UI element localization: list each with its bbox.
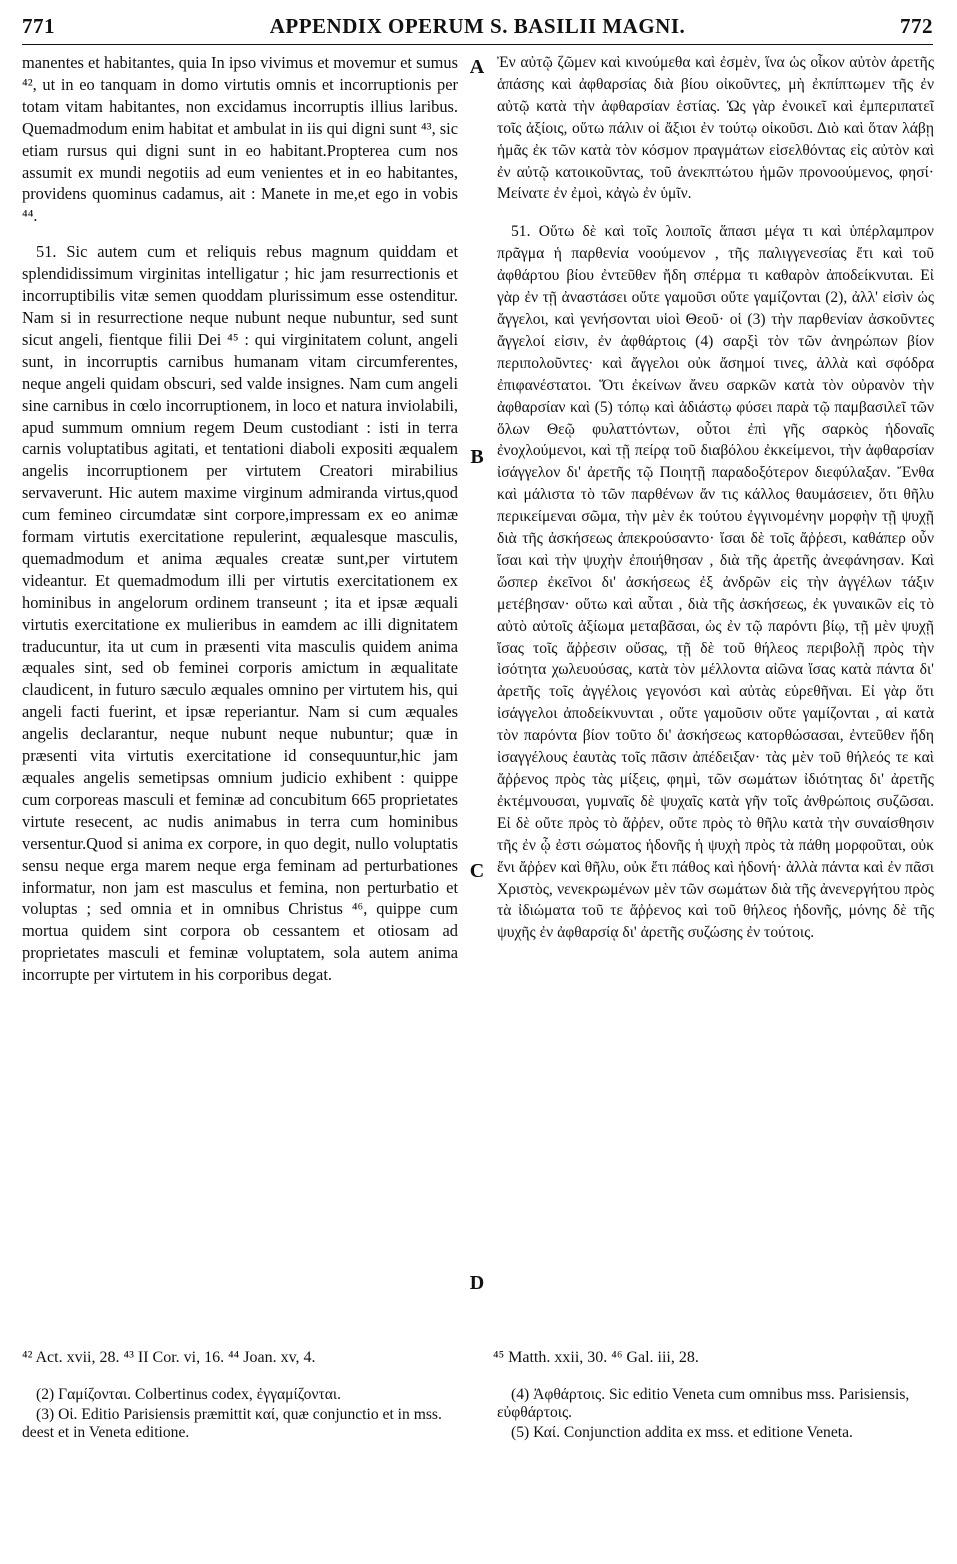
scripture-references [22,1349,933,1367]
latin-column [22,52,458,986]
note-5: (5) Καί. Conjunction addita ex mss. et editione Veneta. [511,1424,853,1441]
margin-marker-a: A [469,56,485,78]
page-number-right: 772 [900,14,933,38]
running-head [22,14,933,45]
latin-paragraph-2: 51. Sic autem cum et reliquis rebus magnum quiddam et splendidissimum virginitas intelligatur ; hic jam resurrectionis et incorruptibilis vitæ semen quoddam plurissimum esse ostenditur. Nam si in resurrectione neque nubunt neque nubuntur, sed sunt sicut angeli, fientque filii Dei ⁴⁵ : qui virginitatem colunt, angeli sunt, in incorruptis carnibus humanam vitam circumferentes, neque angeli quidam obscuri, sed valde insignes. Nam cum angeli sine carnibus in cœlo incorruptionem, in loco et natura inviolabili, apud summum omnium regem Deum custodiant : isti in terra carnis voluptatibus agitati, et tentationi diaboli expositi æqualem angelis incorruptionem per virtutem Creatori mirabilius servaverunt. Hic autem maxime virginum admiranda virtus,quod cum femineo circumdatæ sint corpore,impressam ex eo animæ formam virtutis exercitatione repulerint, æqualesque masculis, quemadmodum et anima æquales creatæ sunt,per virtutem videantur. Et quemadmodum illi per virtutis exercitationem ex hominibus in angelorum ordinem transeunt ; ita et ipsæ æquali virtutis exercitatione ex mulieribus in eamdem ac illi dignitatem traducuntur, ita ut cum in præsenti vita masculis quidem anima æquales sint, sed ob feminei corporis amictum in æqualitate claudicent, in futuro sæculo æquales omnino per virtutem his, qui angeli facti fuerint, et ipsæ reperiantur. Nam si cum æquales angelis declarantur, neque nubunt neque nubuntur; quæ in præsenti vita virtutis exercitatione id consequuntur,hic jam æquales angelis semetipsas omnium judicio exhibent : quippe cum corporeas masculi et feminæ ad concubitum 665 proprietates virtute resecent, ac nudis animabus in terra cum hominibus versentur.Quod si anima ex corpore, in quo degit, nullo voluptatis sensu neque erga marem neque erga feminam ad perturbationes informatur, non jam est masculus et femina, non perturbatio et voluptas ; sed omnia et in omnibus Christus ⁴⁶, quippe cum mortua quidem sint corpora ob cessantem et otiosam ad proprietates masculi et feminæ voluptatem, sola autem anima incorrupte per virtutem in his corporibus degat. [22,242,458,985]
page-title: APPENDIX OPERUM S. BASILII MAGNI. [269,14,686,38]
critical-notes-left [22,1386,462,1444]
note-4: (4) Ἀφθάρτοις. Sic editio Veneta cum omnibus mss. Parisiensis, εὐφθάρτοις. [497,1386,910,1421]
note-2: (2) Γαμίζονται. Colbertinus codex, ἐγγαμίζονται. [36,1386,341,1403]
margin-marker-d: D [469,1272,485,1294]
page-number-left: 771 [22,14,55,38]
greek-paragraph-1: Ἐν αὐτῷ ζῶμεν καὶ κινούμεθα καὶ ἐσμὲν, ἵνα ὡς οἶκον αὐτὸν ἀρετῆς ἁπάσης καὶ ἀφθαρσίας διὰ βίου οἰκοῦντες, μὴ ἐκπίπτωμεν τῆς ἐν αὐτῷ κατὰ τὴν ἀφθαρσίαν ἑστίας. Ὡς γὰρ ἐνοικεῖ καὶ ἐμπεριπατεῖ τοῖς ἀξίοις, οὕτω πάλιν οἱ ἄξιοι ἐν τούτῳ οἰκοῦσι. Διὸ καὶ ὅταν λάβῃ ἡμᾶς ἐκ τῶν κατὰ τὸν κόσμον πραγμάτων εἰσελθόντας εἰς αὐτὸν καὶ ἐν αὐτῷ κατοικοῦντας, τοῦ ἀνεκπτώτου ἡμῶν προνοούμενος, φησί· Μείνατε ἐν ἐμοὶ, κἀγὼ ἐν ὑμῖν. [497,54,934,203]
scripture-references-left: ⁴² Act. xvii, 28. ⁴³ II Cor. vi, 16. ⁴⁴ Joan. xv, 4. [22,1349,316,1366]
greek-paragraph-2: 51. Οὕτω δὲ καὶ τοῖς λοιποῖς ἅπασι μέγα τι καὶ ὑπέρλαμπρον πρᾶγμα ἡ παρθενία νοούμενον , τῆς παλιγγενεσίας ἔτι καὶ τοῦ ἀφθάρτου βίου ἐντεῦθεν ἤδη σπέρμα τι καθαρὸν ἀποδείκνυται. Εἰ γὰρ ἐν τῇ ἀναστάσει οὔτε γαμοῦσι οὔτε γαμίζονται (2), ἀλλ' εἰσὶν ὡς ἄγγελοι, καὶ γενήσονται υἱοὶ Θεοῦ· οἱ (3) τὴν παρθενίαν ἀσκοῦντες ἄγγελοί εἰσιν, ἐν ἀφθάρτοις (4) σαρξὶ τὸν τῶν ἀνηρώπων βίον περιπολοῦντες· καὶ ἄγγελοι οὐκ ἄσημοί τινες, ἀλλὰ καὶ σφόδρα ἐπιφανέστατοι. Ὅτι ἐκείνων ἄνευ σαρκῶν κατὰ τὸν οὐρανὸν τὴν ἀφθαρσίαν καὶ (5) τόπῳ καὶ ἀδιάστῳ φύσει παρὰ τῷ παμβασιλεῖ τῶν ὅλων Θεῷ φυλαττόντων, οὗτοι ἐπὶ γῆς σαρκὸς ἡδοναῖς ἐνοχλούμενοι, καὶ τῇ πείρᾳ τοῦ διαβόλου ἐκκείμενοι, τὴν ἀφθαρσίαν ἰσάγγελον δι' ἀρετῆς τῷ Ποιητῇ παραδοξότερον διεφύλαξαν. Ἔνθα καὶ μάλιστα τὸ τῶν παρθένων ἄν τις κάλλος θαυμάσειεν, ὅτι θῆλυ περικείμεναι σῶμα, τὴν μὲν ἐκ τούτου ἐγγινομένην μορφὴν τῇ ψυχῇ διὰ τῆς ἀσκήσεως ἀπεκρούσαντο· ἴσαι δὲ τοῖς ἄῤῥεσι, καθάπερ οὖν ἴσαι καὶ τὴν ψυχὴν ἐποιήθησαν , διὰ τῆς ἀρετῆς ἀνεφάνησαν. Καὶ ὥσπερ ἐκεῖνοι δι' ἀσκήσεως ἐξ ἀνδρῶν εἰς τὴν ἀγγέλων τάξιν μετέβησαν· οὕτω καὶ αὗται , διὰ τῆς ἀσκήσεως, ἐκ γυναικῶν εἰς τὸ αὐτὸ αὐτοῖς ἀξίωμα μεταβᾶσαι, ὡς ἐν τῷ παρόντι βίῳ, τῇ μὲν ψυχῇ ἴσας τοῖς ἄῤῥεσιν οὔσας, τῇ δὲ τοῦ θήλεος περιβολῇ πρὸς τὴν ἰσότητα χωλευούσας, κατὰ τὸν μέλλοντα αἰῶνα ἴσας κατὰ πάντα δι' ἀρετῆς τοῖς ἀγγέλοις γεγονόσι καὶ αὐτὰς εὑρεθῆναι. Εἰ γὰρ ὅτι ἰσάγγελοι ἀποδείκνυνται , οὔτε γαμοῦσιν οὔτε γαμίζονται , αἱ κατὰ τὸν παρόντα βίον τοῦτο δι' ἀσκήσεως κατορθώσασαι, ἐντεῦθεν ἤδη ἰσαγγέλους ἑαυτὰς τοῖς πᾶσιν ἀπέδειξαν· τὰς μὲν τοῦ θήλεός τε καὶ ἄῤῥενος πρὸς τὰς μίξεις, φημὶ, τῶν σωμάτων ἰδιότητας δι' ἀρετῆς ἐκτέμνουσαι, γυμναῖς δὲ ψυχαῖς κατὰ γῆν τοῖς ἀνθρώποις συζῶσαι. Εἰ δὲ οὔτε πρὸς τὸ ἄῤῥεν, οὔτε πρὸς τὸ θῆλυ κατὰ τὴν συναίσθησιν τῆς ἐν ᾧ ἐστι σώματος ἡδονῆς ἡ ψυχὴ πρὸς τὰ πάθη μορφοῦται, οὐκ ἔνι ἄῤῥεν καὶ θῆλυ, οὐκ ἔτι πάθος καὶ ἡδονή· ἀλλὰ πάντα καὶ ἐν πᾶσι Χριστὸς, νενεκρωμένων μὲν τῶν σωμάτων διὰ τῆς ἀνενεργήτου πρὸς τὰ ἰδιώματα τοῦ τε ἄῤῥενος καὶ τοῦ θήλεος ἡδονῆς, μόνης δὲ τῆς ψυχῆς ἐν ἀφθαρσίᾳ δι' ἀρετῆς συζώσης ἐν τούτοις. [497,223,934,942]
note-3: (3) Οἱ. Editio Parisiensis præmittit καί, quæ conjunctio et in mss. deest et in Veneta editione. [22,1406,442,1441]
critical-notes-right [497,1386,934,1444]
margin-marker-c: C [469,860,485,882]
latin-paragraph-1: manentes et habitantes, quia In ipso vivimus et movemur et sumus ⁴², ut in eo tanquam in domo virtutis omnis et incorruptionis per totam vitam habitantes, non excidamus incorruptis illius laribus. Quemadmodum enim habitat et ambulat in iis qui digni sunt ⁴³, sic etiam rursus qui digni sunt in eo habitant.Propterea cum nos assumit ex mundi negotiis ad eum venientes et in eo habitantes, providens quominus cadamus, ait : Manete in me,et ego in vobis ⁴⁴. [22,53,458,226]
scripture-references-right: ⁴⁵ Matth. xxii, 30. ⁴⁶ Gal. iii, 28. [493,1349,699,1366]
margin-marker-b: B [470,446,484,468]
greek-column [497,52,934,944]
